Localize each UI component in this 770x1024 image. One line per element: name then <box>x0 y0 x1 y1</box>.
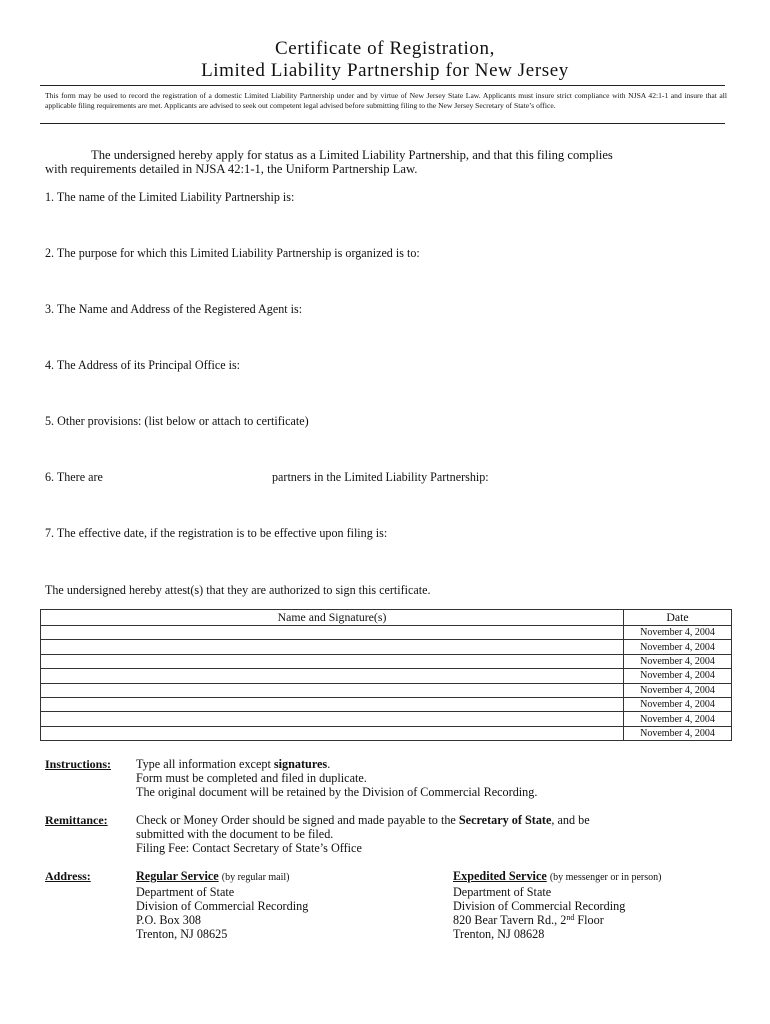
regular-service-note: (by regular mail) <box>221 872 290 883</box>
table-row <box>41 669 732 683</box>
table-row <box>41 697 732 711</box>
signature-table-header <box>41 610 732 626</box>
item-3-registered-agent: 3. The Name and Address of the Registered Agent is: <box>45 302 303 316</box>
name-signature-header: Name and Signature(s) <box>41 610 624 626</box>
expedited-address-street: 820 Bear Tavern Rd., 2 <box>453 913 567 927</box>
instructions-line-2: Form must be completed and filed in duplicate. <box>136 771 367 785</box>
signature-cell[interactable] <box>41 726 624 740</box>
regular-service-address <box>136 869 308 941</box>
header-bottom-rule <box>40 123 725 124</box>
regular-service-title: Regular Service <box>136 869 219 883</box>
header-top-rule <box>40 85 725 86</box>
expedited-address-floor: Floor <box>574 913 604 927</box>
regular-address-line-3: P.O. Box 308 <box>136 913 202 927</box>
expedited-service-heading <box>453 869 661 885</box>
item-1-partnership-name: 1. The name of the Limited Liability Partnership is: <box>45 190 295 204</box>
signature-cell[interactable] <box>41 669 624 683</box>
instructions-line-1-text: Type all information except <box>136 757 274 771</box>
regular-service-heading <box>136 869 308 885</box>
table-row <box>41 654 732 668</box>
table-row <box>41 640 732 654</box>
remittance-label: Remittance: <box>45 813 108 827</box>
notice-text: This form may be used to record the registration of a domestic Limited Liability Partnership under and by virtue of New Jersey State Law. Applicants must insure strict compliance with NJSA 42:1-1 and insure that all applicable filing requirements are met. Applicants are advised to seek out competent legal advised before submitting filing to the New Jersey Secretary of State’s office. <box>45 91 727 110</box>
date-cell: November 4, 2004 <box>624 712 732 726</box>
instructions-block <box>136 757 537 799</box>
expedited-address-ordinal: nd <box>566 913 575 922</box>
signature-cell[interactable] <box>41 626 624 640</box>
title-line-1: Certificate of Registration, <box>275 38 495 59</box>
signature-cell[interactable] <box>41 712 624 726</box>
table-row <box>41 626 732 640</box>
expedited-address-line-2: Division of Commercial Recording <box>453 899 626 913</box>
remittance-line-1-end: , and be <box>551 813 590 827</box>
expedited-service-title: Expedited Service <box>453 869 547 883</box>
instructions-label: Instructions: <box>45 757 112 771</box>
item-6-suffix: partners in the Limited Liability Partnership: <box>272 470 489 484</box>
signature-cell[interactable] <box>41 654 624 668</box>
title-line-2: Limited Liability Partnership for New Jersey <box>201 60 569 81</box>
instructions-signatures-emphasis: signatures <box>273 757 328 771</box>
instructions-line-1 <box>136 757 537 771</box>
expedited-address-line-4: Trenton, NJ 08628 <box>453 927 545 941</box>
remittance-line-3: Filing Fee: Contact Secretary of State’s Office <box>136 841 362 855</box>
item-4-principal-office: 4. The Address of its Principal Office is: <box>45 358 241 372</box>
date-cell: November 4, 2004 <box>624 640 732 654</box>
attest-statement: The undersigned hereby attest(s) that they are authorized to sign this certificate. <box>45 583 431 597</box>
expedited-address-line-3 <box>453 913 661 927</box>
remittance-payee-emphasis: Secretary of State <box>458 813 552 827</box>
remittance-line-2: submitted with the document to be filed. <box>136 827 334 841</box>
intro-line-1: The undersigned hereby apply for status as a Limited Liability Partnership, and that this filing complies <box>91 148 613 162</box>
item-6-prefix: 6. There are <box>45 470 103 484</box>
expedited-service-note: (by messenger or in person) <box>549 872 662 883</box>
regular-address-line-1: Department of State <box>136 885 235 899</box>
date-cell: November 4, 2004 <box>624 683 732 697</box>
instructions-line-3: The original document will be retained by the Division of Commercial Recording. <box>136 785 538 799</box>
table-row <box>41 683 732 697</box>
signature-cell[interactable] <box>41 683 624 697</box>
date-cell: November 4, 2004 <box>624 669 732 683</box>
signature-cell[interactable] <box>41 640 624 654</box>
date-cell: November 4, 2004 <box>624 697 732 711</box>
date-cell: November 4, 2004 <box>624 626 732 640</box>
item-2-purpose: 2. The purpose for which this Limited Liability Partnership is organized is to: <box>45 246 420 260</box>
signature-table <box>40 609 732 741</box>
item-7-effective-date: 7. The effective date, if the registration is to be effective upon filing is: <box>45 526 388 540</box>
address-label: Address: <box>45 869 91 883</box>
regular-address-line-4: Trenton, NJ 08625 <box>136 927 228 941</box>
date-cell: November 4, 2004 <box>624 726 732 740</box>
remittance-line-1-text: Check or Money Order should be signed and made payable to the <box>136 813 459 827</box>
expedited-service-address <box>453 869 661 941</box>
intro-line-2: with requirements detailed in NJSA 42:1-1, the Uniform Partnership Law. <box>45 162 418 176</box>
date-header: Date <box>624 610 732 626</box>
remittance-line-1 <box>136 813 590 827</box>
expedited-address-line-1: Department of State <box>453 885 552 899</box>
regular-address-line-2: Division of Commercial Recording <box>136 899 309 913</box>
instructions-line-1-end: . <box>327 757 331 771</box>
item-5-other-provisions: 5. Other provisions: (list below or attach to certificate) <box>45 414 309 428</box>
remittance-block <box>136 813 590 855</box>
signature-cell[interactable] <box>41 697 624 711</box>
table-row <box>41 726 732 740</box>
table-row <box>41 712 732 726</box>
date-cell: November 4, 2004 <box>624 654 732 668</box>
